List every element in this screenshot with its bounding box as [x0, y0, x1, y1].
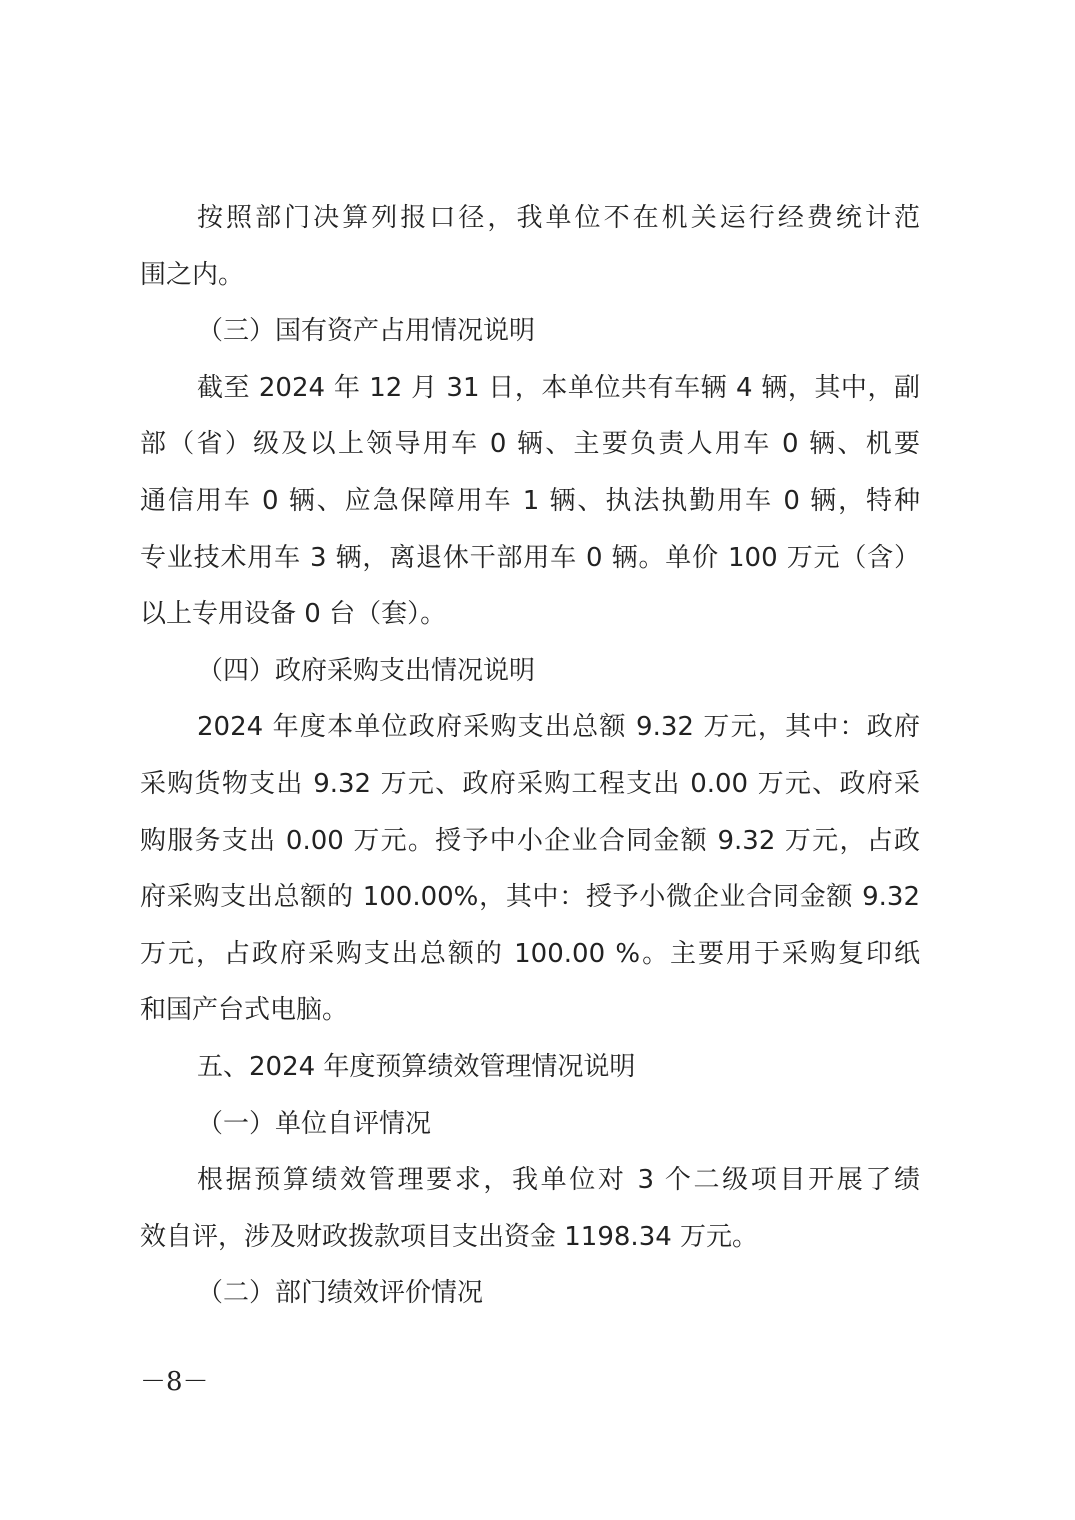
page-number: －8－: [140, 1367, 209, 1397]
paragraph-line: 围之内。: [140, 259, 245, 290]
paragraph-line: 万元，占政府采购支出总额的 100.00 %。主要用于采购复印纸: [140, 938, 920, 969]
paragraph-line: 以上专用设备 0 台（套）。: [140, 599, 447, 630]
paragraph-line: 通信用车 0 辆、应急保障用车 1 辆、执法执勤用车 0 辆，特种: [140, 485, 920, 516]
section-heading: （四）政府采购支出情况说明: [197, 655, 536, 686]
paragraph-line: 采购货物支出 9.32 万元、政府采购工程支出 0.00 万元、政府采: [140, 768, 920, 799]
paragraph-line: 部（省）级及以上领导用车 0 辆、主要负责人用车 0 辆、机要: [140, 429, 920, 460]
paragraph-line: 根据预算绩效管理要求，我单位对 3 个二级项目开展了绩: [197, 1165, 920, 1196]
document-body: [140, 190, 920, 1322]
paragraph-line: 和国产台式电脑。: [140, 995, 349, 1026]
section-heading: （二）部门绩效评价情况: [197, 1278, 484, 1309]
paragraph-line: 府采购支出总额的 100.00%，其中：授予小微企业合同金额 9.32: [140, 882, 920, 913]
section-heading: （三）国有资产占用情况说明: [197, 316, 536, 347]
paragraph-line: 效自评，涉及财政拨款项目支出资金 1198.34 万元。: [140, 1221, 759, 1252]
paragraph-line: 2024 年度本单位政府采购支出总额 9.32 万元，其中：政府: [197, 712, 920, 743]
paragraph-line: 专业技术用车 3 辆，离退休干部用车 0 辆。单价 100 万元（含）: [140, 542, 920, 573]
paragraph-line: 购服务支出 0.00 万元。授予中小企业合同金额 9.32 万元，占政: [140, 825, 920, 856]
section-heading: （一）单位自评情况: [197, 1108, 432, 1139]
chapter-heading: 五、2024 年度预算绩效管理情况说明: [197, 1051, 636, 1082]
paragraph-line: 按照部门决算列报口径，我单位不在机关运行经费统计范: [197, 203, 920, 233]
paragraph-line: 截至 2024 年 12 月 31 日，本单位共有车辆 4 辆，其中，副: [197, 372, 920, 403]
